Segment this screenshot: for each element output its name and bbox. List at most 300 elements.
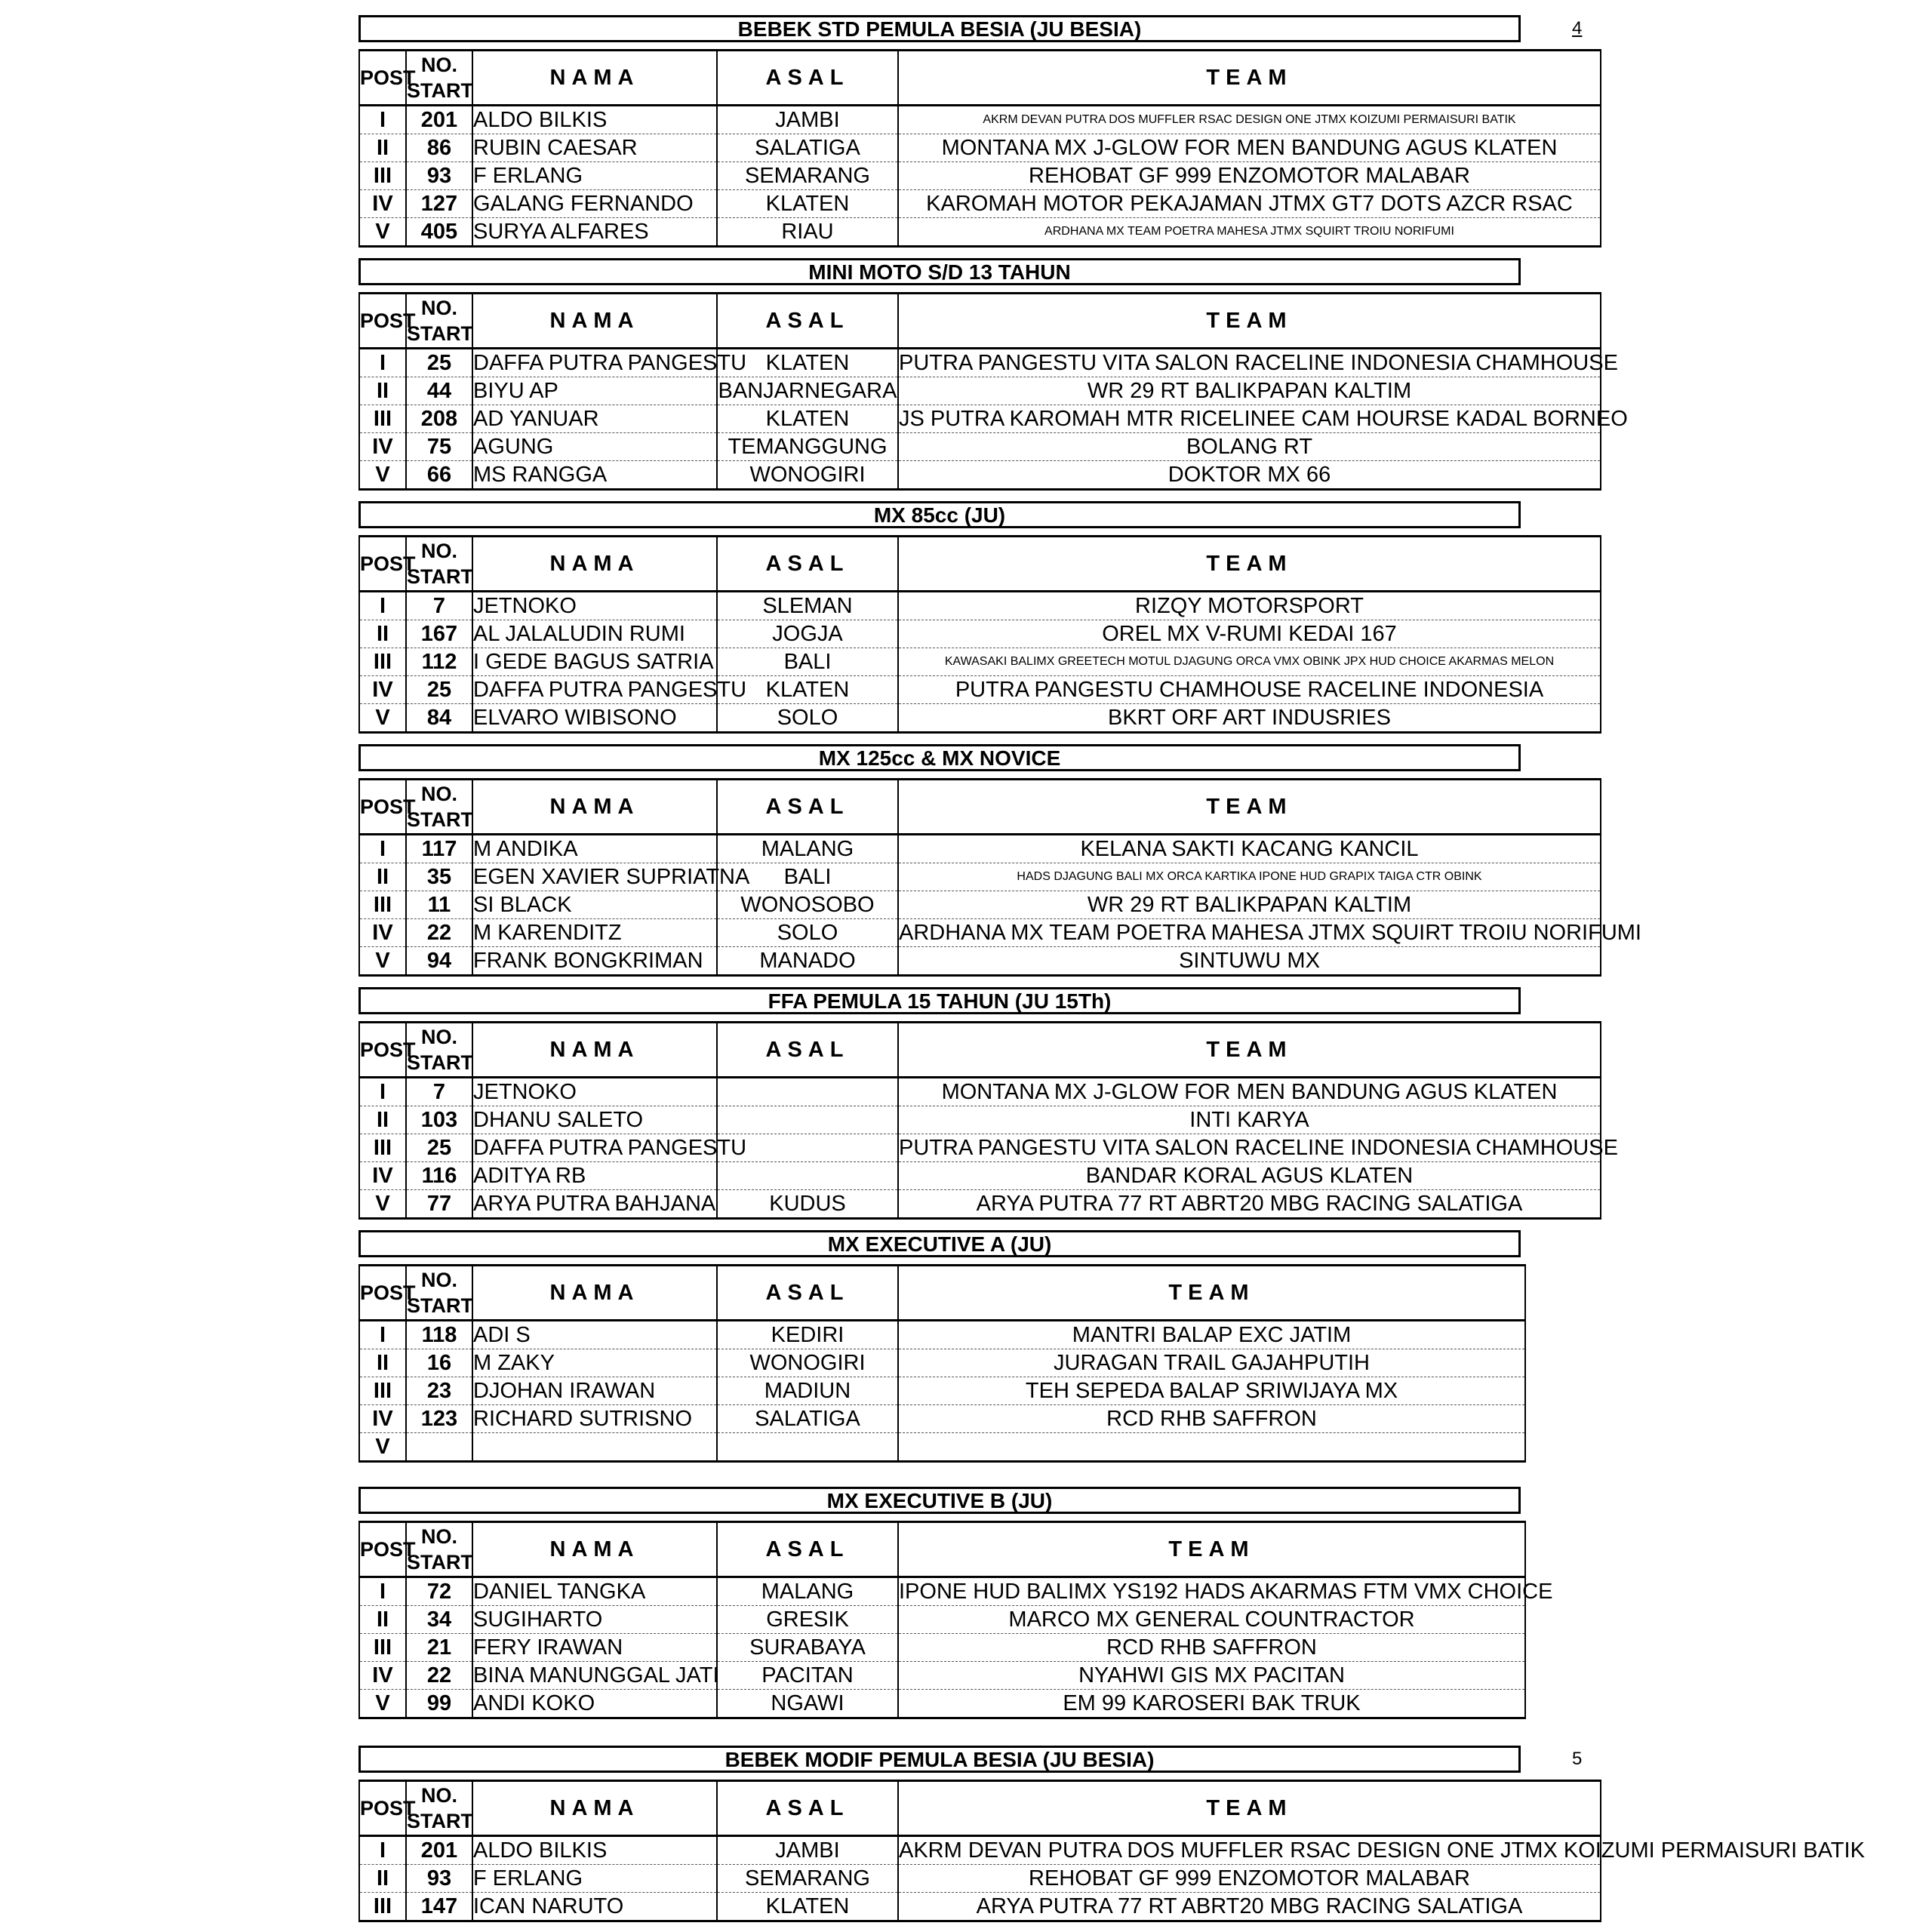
cell-position: IV — [359, 433, 406, 461]
cell-position: I — [359, 592, 406, 620]
table-row — [359, 461, 1601, 490]
cell-start-number: 21 — [406, 1634, 472, 1662]
cell-name: RICHARD SUTRISNO — [472, 1405, 717, 1433]
table-row — [359, 1162, 1601, 1190]
cell-name: ADITYA RB — [472, 1162, 717, 1190]
col-header-no-start — [406, 294, 472, 349]
cell-origin: RIAU — [717, 218, 898, 247]
table-row — [359, 1190, 1601, 1219]
table-row — [359, 1606, 1525, 1634]
table-row — [359, 1836, 1601, 1865]
cell-start-number: 23 — [406, 1377, 472, 1405]
cell-team: ARDHANA MX TEAM POETRA MAHESA JTMX SQUIRT TROIU NORIFUMI — [898, 218, 1601, 247]
col-header-pos: POST — [359, 1522, 406, 1577]
table-row — [359, 1405, 1525, 1433]
cell-position: V — [359, 1433, 406, 1462]
cell-start-number: 25 — [406, 676, 472, 704]
cell-start-number: 94 — [406, 947, 472, 976]
cell-start-number: 72 — [406, 1577, 472, 1606]
cell-name: ALDO BILKIS — [472, 1836, 717, 1865]
col-header-team: TEAM — [898, 1266, 1525, 1321]
col-header-no-line2: START — [407, 808, 473, 831]
col-header-pos: POST — [359, 1023, 406, 1078]
col-header-nama: NAMA — [472, 1266, 717, 1321]
table-row — [359, 1577, 1525, 1606]
section-title: BEBEK MODIF PEMULA BESIA (JU BESIA) — [358, 1746, 1521, 1773]
col-header-no-start — [406, 51, 472, 106]
cell-team: KAWASAKI BALIMX GREETECH MOTUL DJAGUNG ORCA VMX OBINK JPX HUD CHOICE AKARMAS MELON — [898, 648, 1601, 676]
table-row — [359, 405, 1601, 433]
cell-position: III — [359, 1377, 406, 1405]
cell-origin: KLATEN — [717, 405, 898, 433]
col-header-asal: ASAL — [717, 294, 898, 349]
col-header-asal: ASAL — [717, 1023, 898, 1078]
cell-name: AGUNG — [472, 433, 717, 461]
cell-origin: BANJARNEGARA — [717, 377, 898, 405]
col-header-team: TEAM — [898, 537, 1601, 592]
col-header-nama: NAMA — [472, 51, 717, 106]
cell-start-number: 44 — [406, 377, 472, 405]
cell-position: II — [359, 620, 406, 648]
table-row — [359, 1349, 1525, 1377]
table-row — [359, 1634, 1525, 1662]
cell-position: II — [359, 377, 406, 405]
cell-team: HADS DJAGUNG BALI MX ORCA KARTIKA IPONE HUD GRAPIX TAIGA CTR OBINK — [898, 863, 1601, 891]
header-row — [359, 1781, 1601, 1836]
cell-position: I — [359, 1321, 406, 1349]
cell-team: REHOBAT GF 999 ENZOMOTOR MALABAR — [898, 162, 1601, 190]
cell-position: III — [359, 1134, 406, 1162]
col-header-no-line2: START — [407, 1051, 473, 1074]
cell-position: IV — [359, 1162, 406, 1190]
table-row — [359, 349, 1601, 377]
cell-name: FRANK BONGKRIMAN — [472, 947, 717, 976]
page-number: 4 — [1572, 18, 1583, 38]
cell-start-number: 208 — [406, 405, 472, 433]
col-header-asal: ASAL — [717, 1266, 898, 1321]
col-header-no-line1: NO. — [420, 1525, 457, 1548]
header-row — [359, 780, 1601, 835]
cell-team: SINTUWU MX — [898, 947, 1601, 976]
cell-start-number: 7 — [406, 1078, 472, 1106]
col-header-no-start — [406, 537, 472, 592]
cell-name: M KARENDITZ — [472, 919, 717, 947]
cell-start-number: 117 — [406, 835, 472, 863]
col-header-team: TEAM — [898, 1023, 1601, 1078]
col-header-pos: POST — [359, 1266, 406, 1321]
results-table — [358, 1264, 1526, 1463]
cell-origin: SOLO — [717, 919, 898, 947]
header-row — [359, 294, 1601, 349]
cell-name: DANIEL TANGKA — [472, 1577, 717, 1606]
cell-team: REHOBAT GF 999 ENZOMOTOR MALABAR — [898, 1865, 1601, 1893]
table-row — [359, 162, 1601, 190]
col-header-no-line1: NO. — [420, 297, 457, 319]
cell-position: V — [359, 1690, 406, 1718]
cell-team: TEH SEPEDA BALAP SRIWIJAYA MX — [898, 1377, 1525, 1405]
cell-position: V — [359, 218, 406, 247]
cell-position: V — [359, 461, 406, 490]
col-header-no-line1: NO. — [420, 540, 457, 562]
cell-origin — [717, 1106, 898, 1134]
header-row — [359, 1266, 1525, 1321]
col-header-nama: NAMA — [472, 537, 717, 592]
cell-team: JURAGAN TRAIL GAJAHPUTIH — [898, 1349, 1525, 1377]
cell-name: M ZAKY — [472, 1349, 717, 1377]
results-table — [358, 778, 1641, 977]
cell-origin: SEMARANG — [717, 1865, 898, 1893]
cell-position: III — [359, 162, 406, 190]
col-header-pos: POST — [359, 780, 406, 835]
cell-start-number: 75 — [406, 433, 472, 461]
header-row — [359, 1023, 1601, 1078]
cell-name: DHANU SALETO — [472, 1106, 717, 1134]
table-row — [359, 1865, 1601, 1893]
col-header-pos: POST — [359, 51, 406, 106]
cell-position: V — [359, 704, 406, 733]
cell-position: II — [359, 1349, 406, 1377]
cell-name: RUBIN CAESAR — [472, 134, 717, 162]
cell-position: I — [359, 349, 406, 377]
cell-start-number: 147 — [406, 1893, 472, 1921]
cell-start-number: 86 — [406, 134, 472, 162]
col-header-no-start — [406, 780, 472, 835]
cell-team: KAROMAH MOTOR PEKAJAMAN JTMX GT7 DOTS AZCR RSAC — [898, 190, 1601, 218]
col-header-no-line1: NO. — [420, 1269, 457, 1291]
results-table — [358, 49, 1601, 248]
col-header-asal: ASAL — [717, 1522, 898, 1577]
cell-start-number — [406, 1433, 472, 1462]
cell-position: I — [359, 1078, 406, 1106]
col-header-no-line2: START — [407, 1810, 473, 1832]
cell-origin — [717, 1078, 898, 1106]
cell-name: ELVARO WIBISONO — [472, 704, 717, 733]
table-row — [359, 947, 1601, 976]
cell-team: ARYA PUTRA 77 RT ABRT20 MBG RACING SALATIGA — [898, 1893, 1601, 1921]
cell-team — [898, 1433, 1525, 1462]
cell-team: PUTRA PANGESTU VITA SALON RACELINE INDONESIA CHAMHOUSE — [898, 1134, 1601, 1162]
table-row — [359, 863, 1601, 891]
cell-origin: WONOGIRI — [717, 1349, 898, 1377]
cell-name: ICAN NARUTO — [472, 1893, 717, 1921]
section-title: MX 85cc (JU) — [358, 501, 1521, 528]
cell-team: OREL MX V-RUMI KEDAI 167 — [898, 620, 1601, 648]
cell-origin: WONOGIRI — [717, 461, 898, 490]
cell-position: IV — [359, 676, 406, 704]
cell-position: I — [359, 835, 406, 863]
table-row — [359, 1662, 1525, 1690]
cell-position: I — [359, 1577, 406, 1606]
cell-start-number: 405 — [406, 218, 472, 247]
cell-start-number: 118 — [406, 1321, 472, 1349]
cell-team: ARDHANA MX TEAM POETRA MAHESA JTMX SQUIRT TROIU NORIFUMI — [898, 919, 1601, 947]
cell-team: WR 29 RT BALIKPAPAN KALTIM — [898, 377, 1601, 405]
cell-origin: JAMBI — [717, 106, 898, 134]
cell-position: IV — [359, 190, 406, 218]
cell-origin: MANADO — [717, 947, 898, 976]
table-row — [359, 1106, 1601, 1134]
col-header-pos: POST — [359, 537, 406, 592]
cell-position: III — [359, 1634, 406, 1662]
cell-team: BKRT ORF ART INDUSRIES — [898, 704, 1601, 733]
col-header-no-line1: NO. — [420, 783, 457, 805]
cell-origin: SALATIGA — [717, 134, 898, 162]
cell-origin — [717, 1162, 898, 1190]
cell-position: II — [359, 1865, 406, 1893]
cell-origin: SLEMAN — [717, 592, 898, 620]
cell-position: I — [359, 1836, 406, 1865]
cell-team: AKRM DEVAN PUTRA DOS MUFFLER RSAC DESIGN ONE JTMX KOIZUMI PERMAISURI BATIK — [898, 1836, 1601, 1865]
cell-name: JETNOKO — [472, 1078, 717, 1106]
col-header-no-start — [406, 1522, 472, 1577]
cell-origin: KLATEN — [717, 190, 898, 218]
cell-name: F ERLANG — [472, 1865, 717, 1893]
table-row — [359, 676, 1601, 704]
cell-team: BANDAR KORAL AGUS KLATEN — [898, 1162, 1601, 1190]
cell-start-number: 116 — [406, 1162, 472, 1190]
cell-origin: SOLO — [717, 704, 898, 733]
page-number: 5 — [1572, 1749, 1583, 1769]
col-header-no-start — [406, 1781, 472, 1836]
cell-origin: JOGJA — [717, 620, 898, 648]
col-header-no-line1: NO. — [420, 54, 457, 76]
cell-start-number: 22 — [406, 1662, 472, 1690]
cell-position: II — [359, 863, 406, 891]
cell-team: PUTRA PANGESTU CHAMHOUSE RACELINE INDONESIA — [898, 676, 1601, 704]
col-header-no-line2: START — [407, 79, 473, 102]
table-row — [359, 1078, 1601, 1106]
cell-start-number: 11 — [406, 891, 472, 919]
cell-start-number: 167 — [406, 620, 472, 648]
cell-position: III — [359, 1893, 406, 1921]
header-row — [359, 537, 1601, 592]
cell-origin: BALI — [717, 863, 898, 891]
col-header-no-line2: START — [407, 1551, 473, 1574]
cell-start-number: 25 — [406, 349, 472, 377]
table-row — [359, 704, 1601, 733]
col-header-team: TEAM — [898, 1781, 1601, 1836]
cell-start-number: 201 — [406, 1836, 472, 1865]
cell-team: INTI KARYA — [898, 1106, 1601, 1134]
table-row — [359, 1321, 1525, 1349]
cell-name: AD YANUAR — [472, 405, 717, 433]
cell-start-number: 123 — [406, 1405, 472, 1433]
results-table — [358, 535, 1601, 734]
cell-origin: NGAWI — [717, 1690, 898, 1718]
cell-origin — [717, 1433, 898, 1462]
cell-team: AKRM DEVAN PUTRA DOS MUFFLER RSAC DESIGN ONE JTMX KOIZUMI PERMAISURI BATIK — [898, 106, 1601, 134]
cell-position: II — [359, 1106, 406, 1134]
cell-name: BIYU AP — [472, 377, 717, 405]
cell-name: ALDO BILKIS — [472, 106, 717, 134]
col-header-no-start — [406, 1023, 472, 1078]
cell-origin: WONOSOBO — [717, 891, 898, 919]
col-header-nama: NAMA — [472, 1023, 717, 1078]
cell-position: V — [359, 1190, 406, 1219]
col-header-nama: NAMA — [472, 294, 717, 349]
cell-position: IV — [359, 1405, 406, 1433]
cell-name: I GEDE BAGUS SATRIA — [472, 648, 717, 676]
section-title: MX EXECUTIVE A (JU) — [358, 1230, 1521, 1257]
cell-origin: KEDIRI — [717, 1321, 898, 1349]
cell-team: PUTRA PANGESTU VITA SALON RACELINE INDONESIA CHAMHOUSE — [898, 349, 1601, 377]
cell-name: SI BLACK — [472, 891, 717, 919]
cell-name: DJOHAN IRAWAN — [472, 1377, 717, 1405]
header-row — [359, 51, 1601, 106]
table-row — [359, 1377, 1525, 1405]
results-table — [358, 1021, 1618, 1220]
col-header-no-line2: START — [407, 1294, 473, 1317]
cell-team: RCD RHB SAFFRON — [898, 1405, 1525, 1433]
cell-name: ANDI KOKO — [472, 1690, 717, 1718]
table-row — [359, 1893, 1601, 1921]
col-header-no-start — [406, 1266, 472, 1321]
cell-origin: KUDUS — [717, 1190, 898, 1219]
cell-team: MONTANA MX J-GLOW FOR MEN BANDUNG AGUS KLATEN — [898, 134, 1601, 162]
cell-team: RCD RHB SAFFRON — [898, 1634, 1525, 1662]
cell-team: MANTRI BALAP EXC JATIM — [898, 1321, 1525, 1349]
cell-origin: MALANG — [717, 1577, 898, 1606]
cell-start-number: 35 — [406, 863, 472, 891]
cell-name: FERY IRAWAN — [472, 1634, 717, 1662]
cell-name: M ANDIKA — [472, 835, 717, 863]
cell-origin: SALATIGA — [717, 1405, 898, 1433]
cell-start-number: 66 — [406, 461, 472, 490]
table-row — [359, 190, 1601, 218]
cell-name: ARYA PUTRA BAHJANA — [472, 1190, 717, 1219]
cell-start-number: 127 — [406, 190, 472, 218]
cell-name: MS RANGGA — [472, 461, 717, 490]
cell-start-number: 201 — [406, 106, 472, 134]
cell-position: I — [359, 106, 406, 134]
cell-team: MARCO MX GENERAL COUNTRACTOR — [898, 1606, 1525, 1634]
cell-start-number: 103 — [406, 1106, 472, 1134]
cell-team: EM 99 KAROSERI BAK TRUK — [898, 1690, 1525, 1718]
cell-team: KELANA SAKTI KACANG KANCIL — [898, 835, 1601, 863]
cell-origin: KLATEN — [717, 676, 898, 704]
col-header-asal: ASAL — [717, 537, 898, 592]
col-header-pos: POST — [359, 1781, 406, 1836]
cell-name: AL JALALUDIN RUMI — [472, 620, 717, 648]
cell-team: IPONE HUD BALIMX YS192 HADS AKARMAS FTM VMX CHOICE — [898, 1577, 1525, 1606]
cell-start-number: 16 — [406, 1349, 472, 1377]
col-header-team: TEAM — [898, 1522, 1525, 1577]
cell-name: EGEN XAVIER SUPRIATNA — [472, 863, 717, 891]
cell-name: JETNOKO — [472, 592, 717, 620]
table-row — [359, 377, 1601, 405]
table-row — [359, 134, 1601, 162]
section-title: BEBEK STD PEMULA BESIA (JU BESIA) — [358, 15, 1521, 42]
cell-position: III — [359, 648, 406, 676]
col-header-asal: ASAL — [717, 51, 898, 106]
table-row — [359, 592, 1601, 620]
table-row — [359, 1690, 1525, 1718]
header-row — [359, 1522, 1525, 1577]
col-header-asal: ASAL — [717, 1781, 898, 1836]
col-header-asal: ASAL — [717, 780, 898, 835]
cell-start-number: 84 — [406, 704, 472, 733]
table-row — [359, 433, 1601, 461]
table-row — [359, 891, 1601, 919]
cell-position: III — [359, 891, 406, 919]
col-header-no-line2: START — [407, 565, 473, 588]
cell-position: III — [359, 405, 406, 433]
table-row — [359, 919, 1601, 947]
cell-origin: SEMARANG — [717, 162, 898, 190]
cell-team: RIZQY MOTORSPORT — [898, 592, 1601, 620]
cell-origin: KLATEN — [717, 1893, 898, 1921]
cell-origin: TEMANGGUNG — [717, 433, 898, 461]
cell-origin: BALI — [717, 648, 898, 676]
cell-start-number: 25 — [406, 1134, 472, 1162]
cell-start-number: 34 — [406, 1606, 472, 1634]
cell-team: BOLANG RT — [898, 433, 1601, 461]
cell-start-number: 99 — [406, 1690, 472, 1718]
cell-position: II — [359, 134, 406, 162]
col-header-pos: POST — [359, 294, 406, 349]
cell-start-number: 22 — [406, 919, 472, 947]
cell-name: DAFFA PUTRA PANGESTU — [472, 349, 717, 377]
cell-origin: JAMBI — [717, 1836, 898, 1865]
cell-name: DAFFA PUTRA PANGESTU — [472, 1134, 717, 1162]
cell-team: MONTANA MX J-GLOW FOR MEN BANDUNG AGUS KLATEN — [898, 1078, 1601, 1106]
cell-origin: MADIUN — [717, 1377, 898, 1405]
cell-start-number: 93 — [406, 1865, 472, 1893]
cell-name: SURYA ALFARES — [472, 218, 717, 247]
cell-name — [472, 1433, 717, 1462]
table-row — [359, 835, 1601, 863]
table-row — [359, 620, 1601, 648]
cell-name: ADI S — [472, 1321, 717, 1349]
cell-origin: KLATEN — [717, 349, 898, 377]
col-header-no-line2: START — [407, 322, 473, 345]
col-header-team: TEAM — [898, 51, 1601, 106]
cell-position: II — [359, 1606, 406, 1634]
col-header-team: TEAM — [898, 294, 1601, 349]
cell-name: DAFFA PUTRA PANGESTU — [472, 676, 717, 704]
col-header-team: TEAM — [898, 780, 1601, 835]
cell-origin: GRESIK — [717, 1606, 898, 1634]
cell-origin: MALANG — [717, 835, 898, 863]
table-row — [359, 1134, 1601, 1162]
col-header-no-line1: NO. — [420, 1026, 457, 1048]
cell-position: IV — [359, 1662, 406, 1690]
section-title: MX 125cc & MX NOVICE — [358, 744, 1521, 771]
cell-start-number: 93 — [406, 162, 472, 190]
results-table — [358, 1521, 1553, 1719]
cell-name: F ERLANG — [472, 162, 717, 190]
section-title: MX EXECUTIVE B (JU) — [358, 1487, 1521, 1514]
cell-name: BINA MANUNGGAL JATI — [472, 1662, 717, 1690]
results-table — [358, 292, 1628, 491]
section-title: FFA PEMULA 15 TAHUN (JU 15Th) — [358, 987, 1521, 1014]
table-row — [359, 106, 1601, 134]
cell-name: GALANG FERNANDO — [472, 190, 717, 218]
table-row — [359, 648, 1601, 676]
table-row — [359, 1433, 1525, 1462]
cell-start-number: 77 — [406, 1190, 472, 1219]
col-header-no-line1: NO. — [420, 1784, 457, 1807]
cell-team: WR 29 RT BALIKPAPAN KALTIM — [898, 891, 1601, 919]
cell-team: ARYA PUTRA 77 RT ABRT20 MBG RACING SALATIGA — [898, 1190, 1601, 1219]
cell-start-number: 112 — [406, 648, 472, 676]
cell-origin: PACITAN — [717, 1662, 898, 1690]
cell-origin: SURABAYA — [717, 1634, 898, 1662]
cell-position: IV — [359, 919, 406, 947]
cell-position: V — [359, 947, 406, 976]
cell-team: DOKTOR MX 66 — [898, 461, 1601, 490]
results-table — [358, 1780, 1865, 1922]
